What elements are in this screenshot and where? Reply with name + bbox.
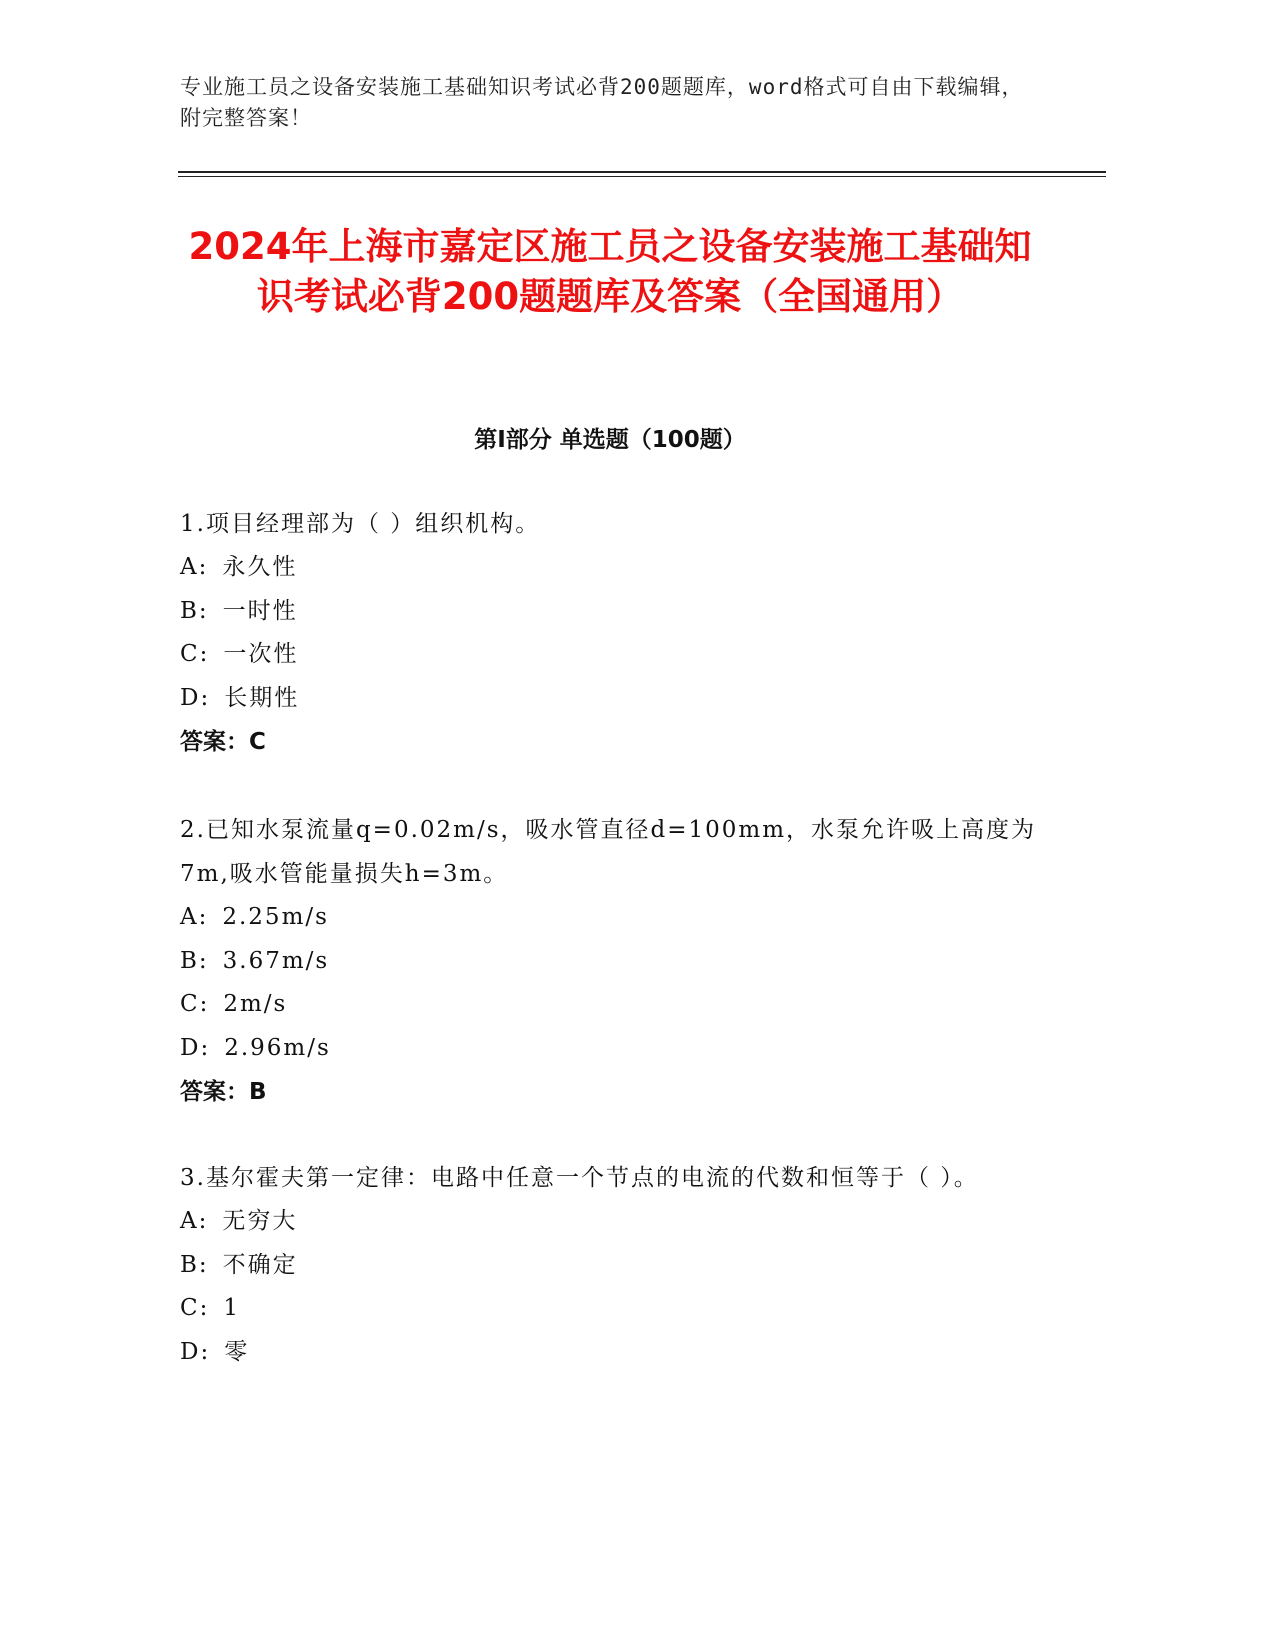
section-title: 第Ⅰ部分 单选题（100题） bbox=[474, 427, 746, 453]
option-text: 3.67m/s bbox=[222, 947, 330, 974]
option-text: 2.96m/s bbox=[224, 1034, 331, 1061]
question-1 bbox=[180, 502, 1050, 764]
question-2 bbox=[180, 808, 1050, 1114]
option-label: A: bbox=[180, 554, 209, 580]
question-stem: 3.基尔霍夫第一定律：电路中任意一个节点的电流的代数和恒等于（ ）。 bbox=[180, 1165, 979, 1191]
option-text: 一时性 bbox=[222, 597, 298, 624]
option-d bbox=[180, 1331, 1050, 1375]
option-label: C: bbox=[180, 1295, 210, 1321]
option-label: A: bbox=[180, 1208, 209, 1234]
option-label: B: bbox=[180, 597, 209, 624]
option-a bbox=[180, 546, 1050, 590]
header-rule-thin bbox=[178, 176, 1106, 177]
option-text: 长期性 bbox=[224, 684, 300, 711]
option-b bbox=[180, 1244, 1050, 1288]
option-text: 零 bbox=[224, 1338, 250, 1365]
option-label: C: bbox=[180, 641, 210, 667]
option-text: 无穷大 bbox=[222, 1208, 298, 1234]
option-d bbox=[180, 677, 1050, 721]
option-a bbox=[180, 896, 1050, 940]
option-text: 1 bbox=[223, 1295, 240, 1321]
header-note: 专业施工员之设备安装施工基础知识考试必背200题题库，word格式可自由下载编辑，附完整答案！ bbox=[180, 75, 1024, 130]
option-text: 2m/s bbox=[223, 991, 288, 1017]
option-label: D: bbox=[180, 684, 211, 711]
option-label: B: bbox=[180, 947, 209, 974]
document-title: 2024年上海市嘉定区施工员之设备安装施工基础知识考试必背200题题库及答案（全国通用） bbox=[188, 225, 1032, 318]
option-text: 不确定 bbox=[222, 1251, 298, 1278]
answer: 答案：B bbox=[180, 1079, 267, 1105]
question-stem: 1.项目经理部为（ ）组织机构。 bbox=[180, 511, 541, 537]
option-b bbox=[180, 590, 1050, 634]
answer: 答案：C bbox=[180, 729, 266, 755]
option-c bbox=[180, 983, 1050, 1027]
option-text: 永久性 bbox=[222, 554, 298, 580]
option-label: C: bbox=[180, 991, 210, 1017]
option-label: D: bbox=[180, 1338, 211, 1365]
option-label: A: bbox=[180, 904, 209, 930]
header-rule-thick bbox=[178, 171, 1106, 173]
option-b bbox=[180, 940, 1050, 984]
option-c bbox=[180, 633, 1050, 677]
option-a bbox=[180, 1200, 1050, 1244]
question-3 bbox=[180, 1156, 1050, 1374]
option-text: 2.25m/s bbox=[222, 904, 329, 930]
question-stem: 2.已知水泵流量q=0.02m/s，吸水管直径d=100mm，水泵允许吸上高度为7m,吸水管能量损失h=3m。 bbox=[180, 817, 1037, 887]
option-label: B: bbox=[180, 1251, 209, 1278]
option-text: 一次性 bbox=[223, 641, 299, 667]
option-c bbox=[180, 1287, 1050, 1331]
option-d bbox=[180, 1027, 1050, 1071]
option-label: D: bbox=[180, 1034, 211, 1061]
